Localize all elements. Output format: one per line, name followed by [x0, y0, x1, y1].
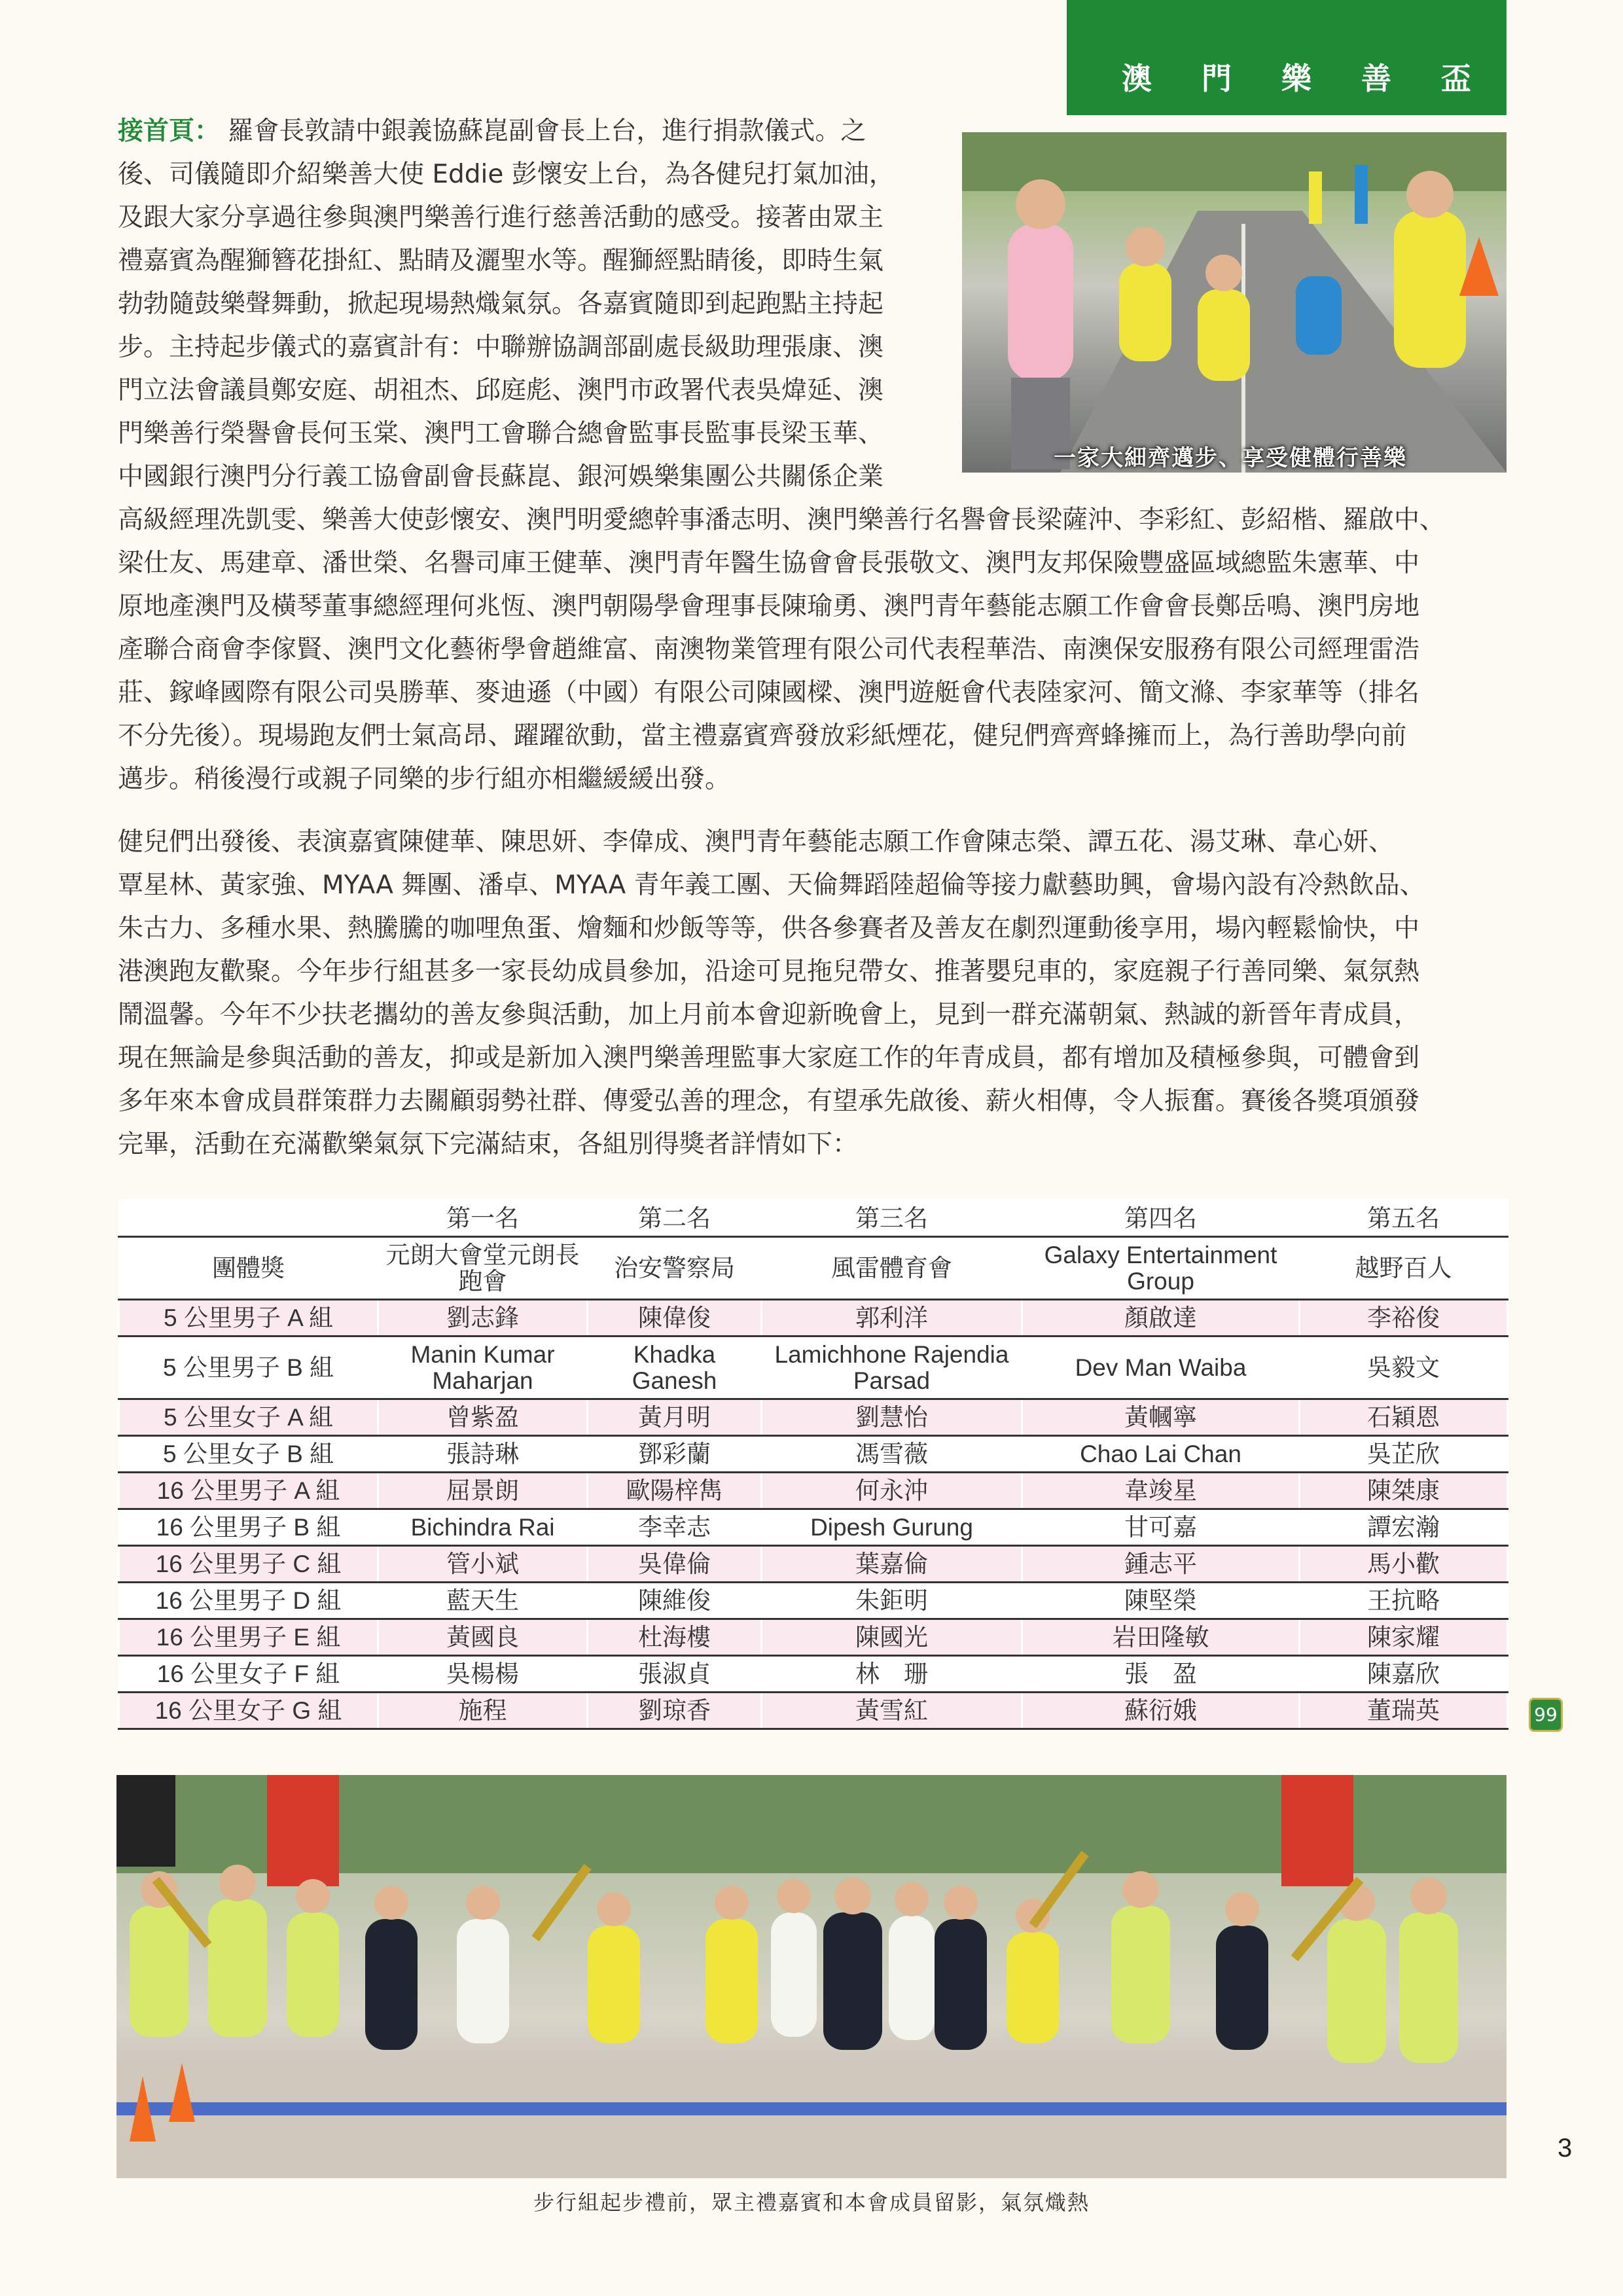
intro-line: 中國銀行澳門分行義工協會副會長蘇崑、銀河娛樂集團公共關係企業: [118, 462, 884, 492]
table-cell: 16 公里女子 F 組: [119, 1656, 378, 1693]
second-paragraph: [118, 821, 1425, 1166]
photo-caption-bottom: 步行組起步禮前，眾主禮嘉賓和本會成員留影，氣氛熾熱: [533, 2190, 1090, 2215]
table-row: [119, 1509, 1508, 1546]
table-cell: 鄧彩蘭: [588, 1436, 762, 1473]
intro-line: 門立法會議員鄭安庭、胡祖杰、邱庭彪、澳門市政署代表吳煒延、澳: [118, 376, 884, 405]
table-cell: 16 公里男子 E 組: [119, 1619, 378, 1656]
table-cell: 譚宏瀚: [1300, 1509, 1508, 1546]
intro-line: 禮嘉賓為醒獅簪花掛紅、點睛及灑聖水等。醒獅經點睛後，即時生氣: [118, 246, 884, 276]
table-cell: 陳桀康: [1300, 1473, 1508, 1509]
section-header-tab: [1067, 0, 1507, 115]
paragraph-line: 多年來本會成員群策群力去關顧弱勢社群、傳愛弘善的理念，有望承先啟後、薪火相傳，令人振奮。賽後各獎項頒發: [118, 1086, 1420, 1116]
table-cell: 5 公里男子 A 組: [119, 1300, 378, 1336]
paragraph-line: 朱古力、多種水果、熱騰騰的咖哩魚蛋、燴麵和炒飯等等，供各參賽者及善友在劇烈運動後享用，場內輕鬆愉快，中: [118, 914, 1420, 943]
table-cell: Galaxy Entertainment Group: [1022, 1237, 1300, 1300]
table-cell: 5 公里女子 B 組: [119, 1436, 378, 1473]
table-row: [119, 1399, 1508, 1436]
table-cell: Chao Lai Chan: [1022, 1436, 1300, 1473]
table-cell: 16 公里男子 B 組: [119, 1509, 378, 1546]
table-cell: 歐陽梓雋: [588, 1473, 762, 1509]
table-cell: 陳堅榮: [1022, 1583, 1300, 1619]
table-cell: 鍾志平: [1022, 1546, 1300, 1583]
paragraph-line: 鬧溫馨。今年不少扶老攜幼的善友參與活動，加上月前本會迎新晚會上，見到一群充滿朝氣、熱誠的新晉年青成員，: [118, 1000, 1420, 1030]
table-cell: Manin Kumar Maharjan: [378, 1336, 588, 1399]
table-row: [119, 1473, 1508, 1509]
table-cell: 張詩琳: [378, 1436, 588, 1473]
paragraph-line: 健兒們出發後、表演嘉賓陳健華、陳思妍、李偉成、澳門青年藝能志願工作會陳志榮、譚五花、湯艾琳、韋心妍、: [118, 827, 1395, 857]
table-cell: 陳偉俊: [588, 1300, 762, 1336]
intro-line: 不分先後）。現場跑友們士氣高昂、躍躍欲動，當主禮嘉賓齊發放彩紙煙花，健兒們齊齊蜂擁而上，為行善助學向前: [118, 721, 1407, 751]
table-cell: 石穎恩: [1300, 1399, 1508, 1436]
table-cell: 16 公里男子 C 組: [119, 1546, 378, 1583]
intro-line: 步。主持起步儀式的嘉賓計有：中聯辦協調部副處長級助理張康、澳: [118, 332, 884, 362]
table-cell: 李裕俊: [1300, 1300, 1508, 1336]
table-cell: 顏啟達: [1022, 1300, 1300, 1336]
table-header-cell: 第四名: [1022, 1200, 1300, 1237]
results-table: [118, 1199, 1508, 1730]
table-cell: 蘇衍娥: [1022, 1693, 1300, 1729]
table-cell: 何永沖: [762, 1473, 1022, 1509]
table-row: [119, 1656, 1508, 1693]
table-cell: Bichindra Rai: [378, 1509, 588, 1546]
section-title: 澳 門 樂 善 盃: [1121, 61, 1491, 96]
table-cell: 5 公里女子 A 組: [119, 1399, 378, 1436]
table-header-cell: [119, 1200, 378, 1237]
intro-line: 原地產澳門及橫琴董事總經理何兆恆、澳門朝陽學會理事長陳瑜勇、澳門青年藝能志願工作會會長鄭岳鳴、澳門房地: [118, 592, 1420, 621]
table-header-cell: 第三名: [762, 1200, 1022, 1237]
table-cell: 5 公里男子 B 組: [119, 1336, 378, 1399]
table-cell: 治安警察局: [588, 1237, 762, 1300]
table-cell: 16 公里女子 G 組: [119, 1693, 378, 1729]
paragraph-line: 港澳跑友歡聚。今年步行組甚多一家長幼成員參加，沿途可見拖兒帶女、推著嬰兒車的，家庭親子行善同樂、氣氛熱: [118, 957, 1420, 986]
table-cell: 16 公里男子 D 組: [119, 1583, 378, 1619]
table-cell: Dev Man Waiba: [1022, 1336, 1300, 1399]
table-cell: 黃幗寧: [1022, 1399, 1300, 1436]
table-cell: 吳偉倫: [588, 1546, 762, 1583]
magazine-logo-icon: [1529, 1698, 1563, 1732]
table-cell: 王抗略: [1300, 1583, 1508, 1619]
intro-line: 梁仕友、馬建章、潘世榮、名譽司庫王健華、澳門青年醫生協會會長張敬文、澳門友邦保險豐盛區域總監朱憲華、中: [118, 548, 1420, 578]
table-cell: 朱鉅明: [762, 1583, 1022, 1619]
page-number: 3: [1558, 2134, 1573, 2162]
table-cell: 藍天生: [378, 1583, 588, 1619]
table-cell: 元朗大會堂元朗長跑會: [378, 1237, 588, 1300]
table-cell: 張淑貞: [588, 1656, 762, 1693]
intro-line: 邁步。稍後漫行或親子同樂的步行組亦相繼緩緩出發。: [118, 764, 731, 794]
intro-line: 勃勃隨鼓樂聲舞動，掀起現場熱熾氣氛。各嘉賓隨即到起跑點主持起: [118, 289, 884, 319]
table-cell: 曾紫盈: [378, 1399, 588, 1436]
group-photo: [116, 1775, 1507, 2178]
table-cell: 團體獎: [119, 1237, 378, 1300]
table-row: [119, 1693, 1508, 1729]
table-cell: 陳維俊: [588, 1583, 762, 1619]
table-cell: 施程: [378, 1693, 588, 1729]
table-header-cell: 第一名: [378, 1200, 588, 1237]
table-cell: 風雷體育會: [762, 1237, 1022, 1300]
table-cell: 杜海樓: [588, 1619, 762, 1656]
table-row: [119, 1336, 1508, 1399]
group-photo-illustration: [116, 1775, 1507, 2178]
table-cell: 郭利洋: [762, 1300, 1022, 1336]
intro-line: 產聯合商會李傢賢、澳門文化藝術學會趙維富、南澳物業管理有限公司代表程華浩、南澳保安服務有限公司經理雷浩: [118, 635, 1420, 664]
table-cell: Khadka Ganesh: [588, 1336, 762, 1399]
table-cell: 黃國良: [378, 1619, 588, 1656]
table-cell: 陳國光: [762, 1619, 1022, 1656]
intro-line: 及跟大家分享過往參與澳門樂善行進行慈善活動的感受。接著由眾主: [118, 203, 884, 232]
intro-line: 羅會長敦請中銀義協蘇崑副會長上台，進行捐款儀式。之: [220, 117, 866, 146]
table-row: [119, 1546, 1508, 1583]
table-cell: 吳楊楊: [378, 1656, 588, 1693]
table-cell: 陳嘉欣: [1300, 1656, 1508, 1693]
table-header-cell: 第五名: [1300, 1200, 1508, 1237]
table-cell: 管小斌: [378, 1546, 588, 1583]
photo-caption-top: 一家大細齊邁步、享受健體行善樂: [1054, 445, 1407, 471]
table-cell: 越野百人: [1300, 1237, 1508, 1300]
intro-paragraph: [118, 110, 1445, 801]
table-cell: 吳芷欣: [1300, 1436, 1508, 1473]
table-cell: 葉嘉倫: [762, 1546, 1022, 1583]
table-header-cell: 第二名: [588, 1200, 762, 1237]
table-cell: 劉琼香: [588, 1693, 762, 1729]
paragraph-line: 覃星林、黃家強、MYAA 舞團、潘卓、MYAA 青年義工團、天倫舞蹈陸超倫等接力獻藝助興，會場內設有冷熱飲品、: [118, 870, 1425, 900]
table-row: [119, 1237, 1508, 1300]
magazine-logo-label: 99: [1534, 1704, 1558, 1725]
table-cell: Lamichhone Rajendia Parsad: [762, 1336, 1022, 1399]
table-cell: 陳家耀: [1300, 1619, 1508, 1656]
table-row: [119, 1619, 1508, 1656]
table-header-row: [119, 1200, 1508, 1237]
table-row: [119, 1583, 1508, 1619]
table-cell: 張 盈: [1022, 1656, 1300, 1693]
table-cell: 李幸志: [588, 1509, 762, 1546]
table-row: [119, 1300, 1508, 1336]
table-cell: 馬小歡: [1300, 1546, 1508, 1583]
intro-line: 莊、鎵峰國際有限公司吳勝華、麥迪遜（中國）有限公司陳國樑、澳門遊艇會代表陸家河、簡文滌、李家華等（排名: [118, 678, 1420, 708]
table-row: [119, 1436, 1508, 1473]
table-cell: 16 公里男子 A 組: [119, 1473, 378, 1509]
table-cell: 岩田隆敏: [1022, 1619, 1300, 1656]
table-cell: 董瑞英: [1300, 1693, 1508, 1729]
table-cell: 韋竣星: [1022, 1473, 1300, 1509]
table-cell: 林 珊: [762, 1656, 1022, 1693]
table-cell: 黃雪紅: [762, 1693, 1022, 1729]
table-cell: 劉志鋒: [378, 1300, 588, 1336]
paragraph-line: 現在無論是參與活動的善友，抑或是新加入澳門樂善理監事大家庭工作的年青成員，都有增加及積極參與，可體會到: [118, 1043, 1420, 1073]
intro-line: 門樂善行榮譽會長何玉棠、澳門工會聯合總會監事長監事長梁玉華、: [118, 419, 884, 448]
table-cell: Dipesh Gurung: [762, 1509, 1022, 1546]
table-cell: 馮雪薇: [762, 1436, 1022, 1473]
intro-line: 高級經理冼凱雯、樂善大使彭懷安、澳門明愛總幹事潘志明、澳門樂善行名譽會長梁薩沖、李彩紅、彭紹楷、羅啟中、: [118, 505, 1446, 535]
table-cell: 甘可嘉: [1022, 1509, 1300, 1546]
paragraph-line: 完畢，活動在充滿歡樂氣氛下完滿結束，各組別得獎者詳情如下：: [118, 1130, 859, 1159]
table-cell: 劉慧怡: [762, 1399, 1022, 1436]
intro-line: 後、司儀隨即介紹樂善大使 Eddie 彭懷安上台，為各健兒打氣加油，: [118, 160, 895, 189]
table-cell: 吳毅文: [1300, 1336, 1508, 1399]
table-cell: 黃月明: [588, 1399, 762, 1436]
table-cell: 屈景朗: [378, 1473, 588, 1509]
lead-label: 接首頁：: [118, 117, 221, 146]
